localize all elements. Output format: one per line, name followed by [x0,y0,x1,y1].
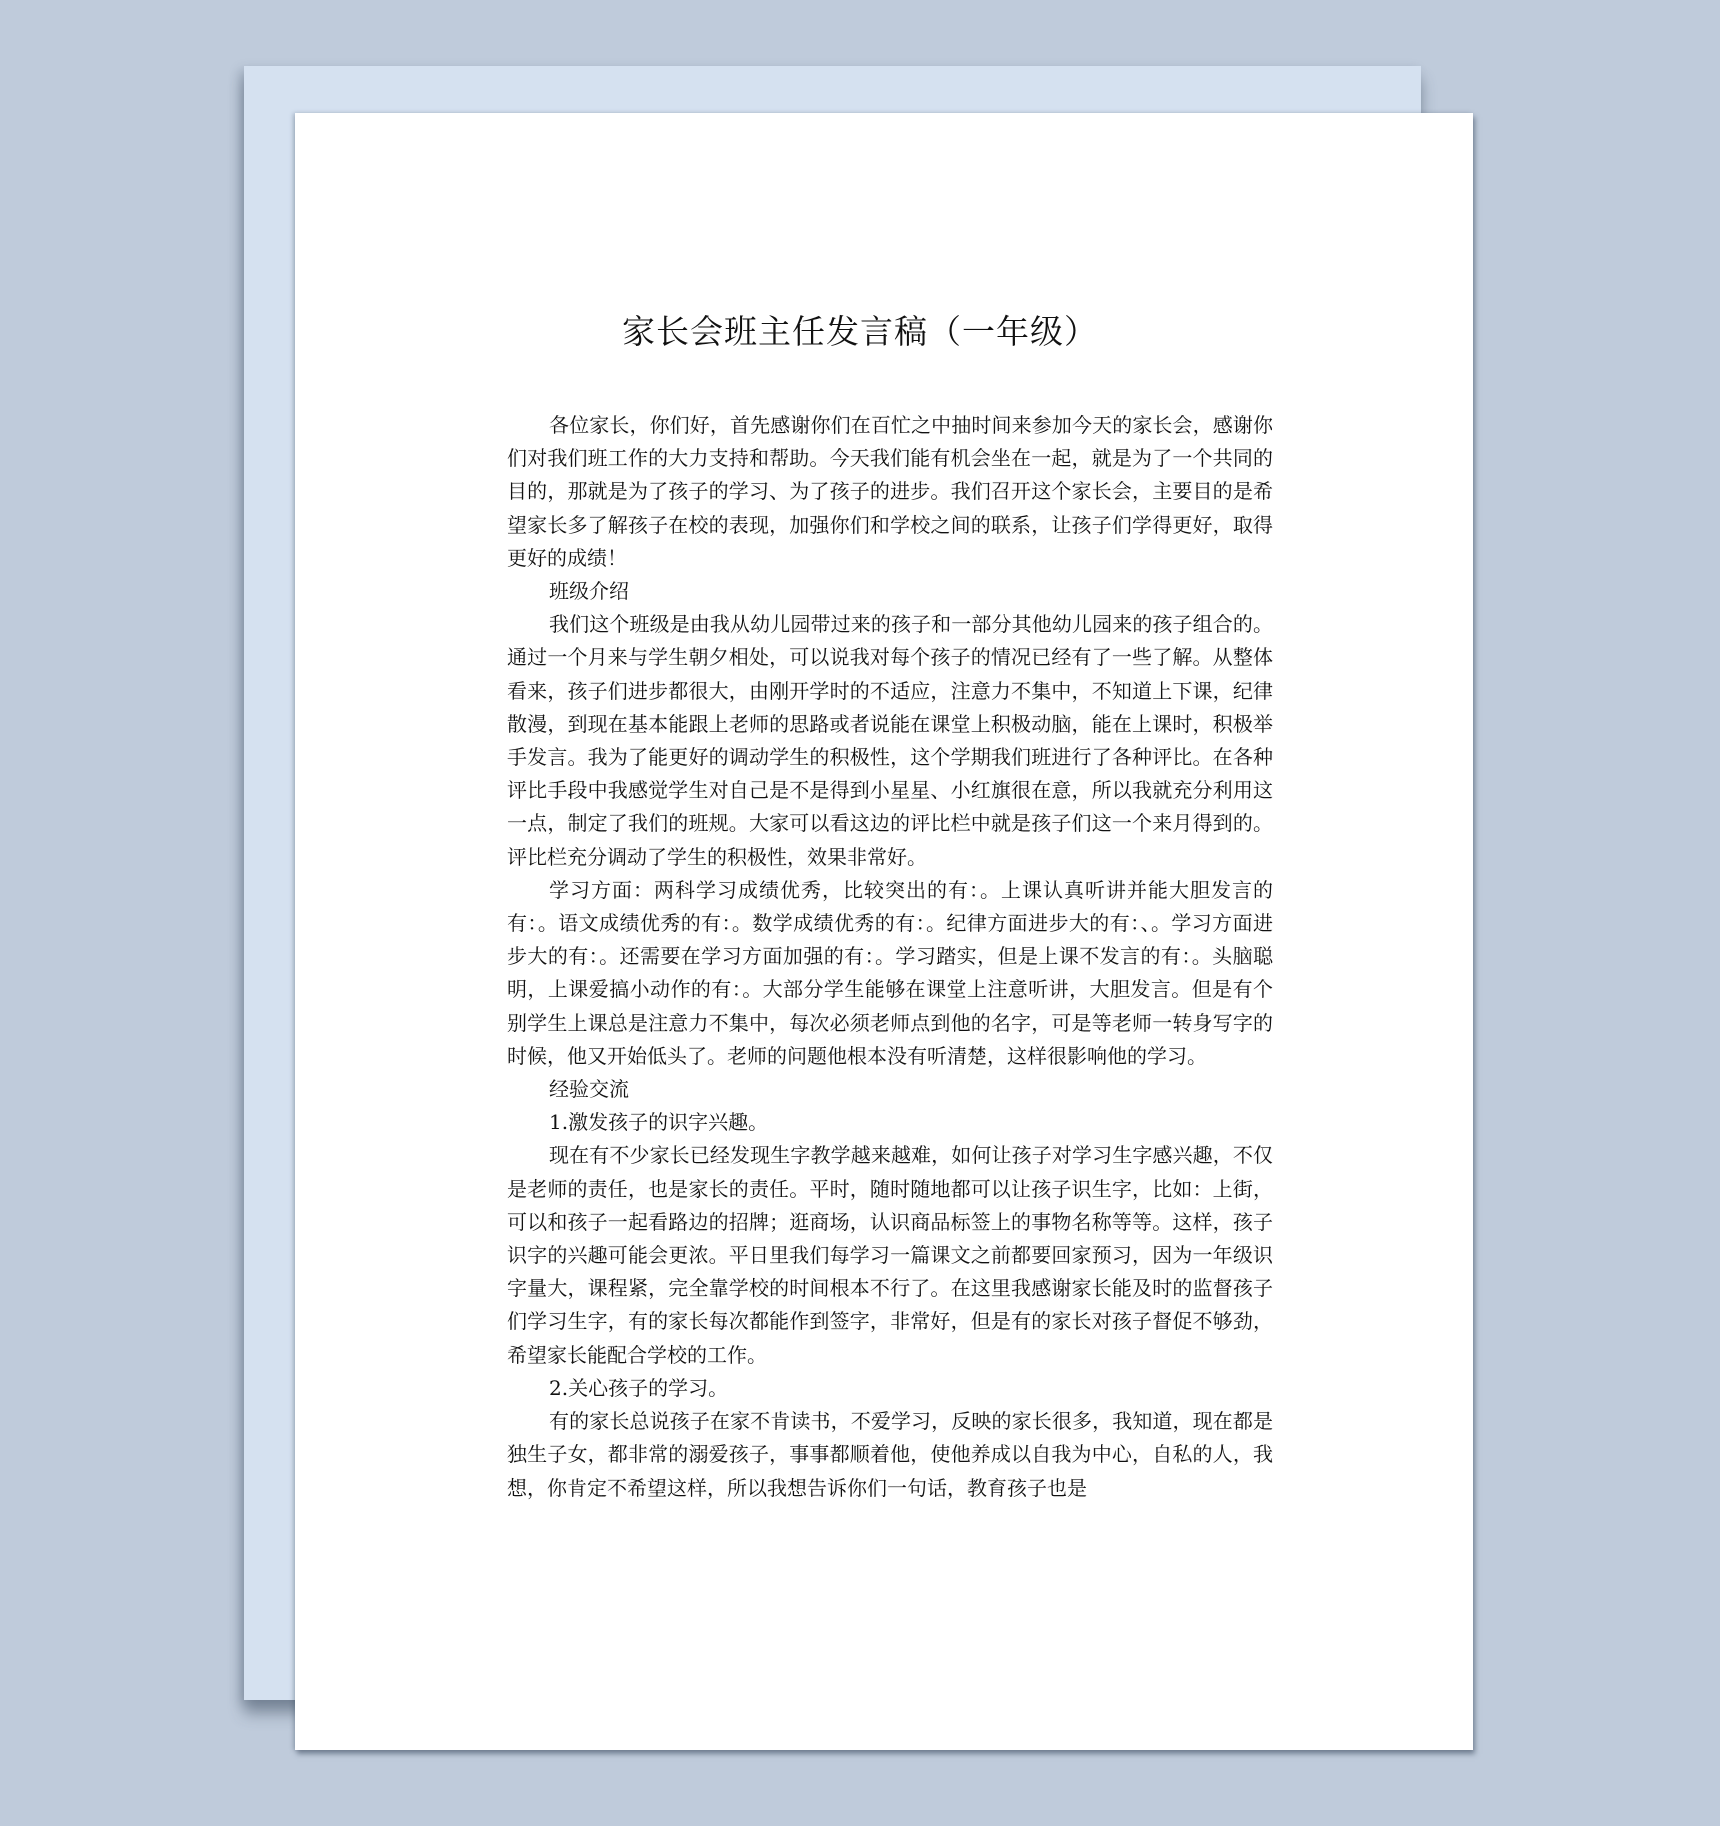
paragraph-care-study: 有的家长总说孩子在家不肯读书，不爱学习，反映的家长很多，我知道，现在都是独生子女，都非常的溺爱孩子，事事都顺着他，使他养成以自我为中心，自私的人，我想，你肯定不希望这样，所以我想告诉你们一句话，教育孩子也是 [507,1409,1273,1500]
paragraph-greeting: 各位家长，你们好，首先感谢你们在百忙之中抽时间来参加今天的家长会，感谢你们对我们班工作的大力支持和帮助。今天我们能有机会坐在一起，就是为了一个共同的目的，那就是为了孩子的学习、为了孩子的进步。我们召开这个家长会，主要目的是希望家长多了解孩子在校的表现，加强你们和学校之间的联系，让孩子们学得更好，取得更好的成绩！ [507,413,1273,570]
document-body [507,409,1273,1505]
subheading-literacy-interest: 1.激发孩子的识字兴趣。 [549,1110,769,1135]
section-heading-experience: 经验交流 [549,1077,629,1102]
section-heading-class-intro: 班级介绍 [549,579,629,604]
document-title: 家长会班主任发言稿（一年级） [622,312,1098,351]
paragraph-study: 学习方面：两科学习成绩优秀，比较突出的有：。上课认真听讲并能大胆发言的有：。语文成绩优秀的有：。数学成绩优秀的有：。纪律方面进步大的有：、。学习方面进步大的有：。还需要在学习方面加强的有：。学习踏实，但是上课不发言的有：。头脑聪明，上课爱搞小动作的有：。大部分学生能够在课堂上注意听讲，大胆发言。但是有个别学生上课总是注意力不集中，每次必须老师点到他的名字，可是等老师一转身写字的时候，他又开始低头了。老师的问题他根本没有听清楚，这样很影响他的学习。 [507,877,1273,1068]
subheading-care-study: 2.关心孩子的学习。 [549,1375,729,1400]
paragraph-literacy-interest: 现在有不少家长已经发现生字教学越来越难，如何让孩子对学习生字感兴趣，不仅是老师的责任，也是家长的责任。平时，随时随地都可以让孩子识生字，比如：上街，可以和孩子一起看路边的招牌；逛商场，认识商品标签上的事物名称等等。这样，孩子识字的兴趣可能会更浓。平日里我们每学习一篇课文之前都要回家预习，因为一年级识字量大，课程紧，完全靠学校的时间根本不行了。在这里我感谢家长能及时的监督孩子们学习生字，有的家长每次都能作到签字，非常好，但是有的家长对孩子督促不够劲，希望家长能配合学校的工作。 [507,1143,1273,1367]
paragraph-class-intro: 我们这个班级是由我从幼儿园带过来的孩子和一部分其他幼儿园来的孩子组合的。通过一个月来与学生朝夕相处，可以说我对每个孩子的情况已经有了一些了解。从整体看来，孩子们进步都很大，由刚开学时的不适应，注意力不集中，不知道上下课，纪律散漫，到现在基本能跟上老师的思路或者说能在课堂上积极动脑，能在上课时，积极举手发言。我为了能更好的调动学生的积极性，这个学期我们班进行了各种评比。在各种评比手段中我感觉学生对自己是不是得到小星星、小红旗很在意，所以我就充分利用这一点，制定了我们的班规。大家可以看这边的评比栏中就是孩子们这一个来月得到的。评比栏充分调动了学生的积极性，效果非常好。 [507,612,1273,869]
